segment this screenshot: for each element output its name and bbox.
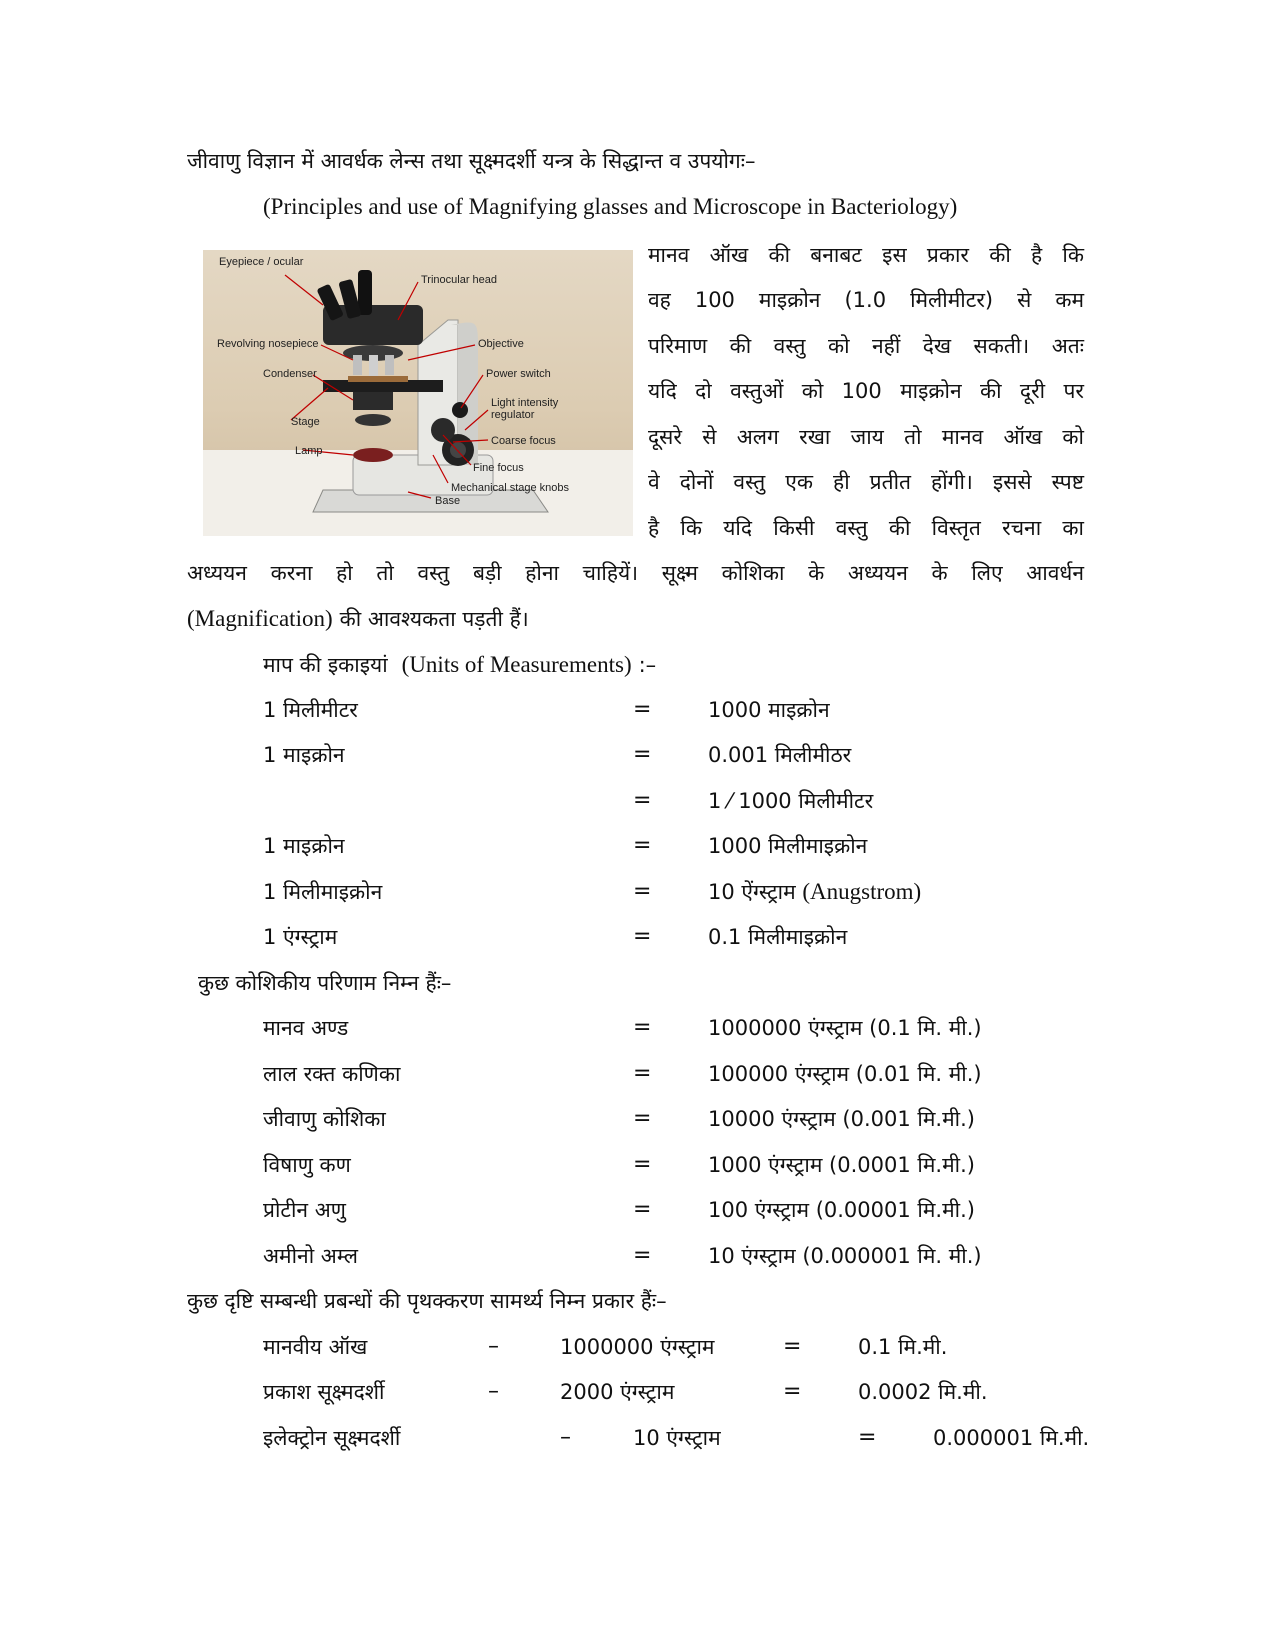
units-row-1-right: 1000 माइक्रोन (708, 698, 830, 722)
label-coarse-focus: Coarse focus (491, 435, 556, 447)
label-base: Base (435, 495, 461, 507)
cells-row-6-left: अमीनो अम्ल (263, 1244, 359, 1268)
units-heading-tail: :– (638, 653, 657, 677)
units-row-5-left: 1 मिलीमाइक्रोन (263, 880, 383, 904)
units-row-4-right: 1000 मिलीमाइक्रोन (708, 834, 868, 858)
units-row-6-eq: = (633, 924, 652, 949)
intro-magnification-hi: की आवश्यकता पड़ती हैं। (339, 607, 529, 631)
cells-row-4-right: 1000 एंग्स्ट्राम (0.0001 मि.मी.) (708, 1153, 975, 1177)
intro-magnification-en: (Magnification) (187, 606, 333, 631)
resolution-row-2-eq: = (783, 1379, 802, 1404)
cells-row-2-left: लाल रक्त कणिका (263, 1062, 401, 1086)
cells-row-4-left: विषाणु कण (263, 1153, 351, 1177)
cells-row-3-right: 10000 एंग्स्ट्राम (0.001 मि.मी.) (708, 1107, 975, 1131)
resolution-row-2-dash: – (488, 1379, 499, 1404)
label-stage: Stage (291, 416, 320, 428)
cells-row-5-eq: = (633, 1197, 652, 1222)
label-condenser: Condenser (263, 368, 317, 380)
cells-row-5-left: प्रोटीन अणु (263, 1198, 346, 1222)
units-row-6-left: 1 एंग्स्ट्राम (263, 925, 338, 949)
intro-last-line (187, 604, 529, 635)
label-trinocular: Trinocular head (421, 274, 498, 286)
label-eyepiece: Eyepiece / ocular (219, 256, 304, 268)
intro-line-4: यदि दो वस्तुओं को 100 माइक्रोन की दूरी पर (648, 379, 1084, 403)
intro-line-2: वह 100 माइक्रोन (1.0 मिलीमीटर) से कम (648, 288, 1084, 312)
label-mechanical-stage-knobs: Mechanical stage knobs (451, 482, 570, 494)
intro-line-3: परिमाण की वस्तु को नहीं देख सकती। अतः (648, 334, 1084, 358)
units-row-2-left: 1 माइक्रोन (263, 743, 345, 767)
cells-heading: कुछ कोशिकीय परिणाम निम्न हैंः– (198, 971, 452, 995)
resolution-row-3-mm: 0.000001 मि.मी. (933, 1426, 1090, 1450)
cells-row-6-right: 10 एंग्स्ट्राम (0.000001 मि. मी.) (708, 1244, 982, 1268)
intro-line-1: मानव ऑख की बनाबट इस प्रकार की है कि (648, 243, 1084, 267)
units-row-5-right-en: (Anugstrom) (802, 879, 922, 904)
cells-row-1-right: 1000000 एंग्स्ट्राम (0.1 मि. मी.) (708, 1016, 982, 1040)
label-lamp: Lamp (295, 445, 323, 457)
microscope-figure (203, 250, 633, 536)
resolution-row-2-name: प्रकाश सूक्ष्मदर्शी (263, 1380, 385, 1404)
units-row-3-eq: = (633, 788, 652, 813)
resolution-row-2-value: 2000 एंग्स्ट्राम (560, 1380, 675, 1404)
resolution-row-3-value: 10 एंग्स्ट्राम (633, 1426, 721, 1450)
resolution-row-1-name: मानवीय ऑख (263, 1335, 368, 1359)
units-row-1-left: 1 मिलीमीटर (263, 698, 358, 722)
label-objective: Objective (478, 338, 524, 350)
resolution-row-3-name: इलेक्ट्रोन सूक्ष्मदर्शी (263, 1426, 401, 1450)
resolution-row-1-value: 1000000 एंग्स्ट्राम (560, 1335, 715, 1359)
cells-row-3-eq: = (633, 1106, 652, 1131)
units-row-5-eq: = (633, 879, 652, 904)
resolution-row-3-dash: – (560, 1425, 571, 1450)
intro-line-7: है कि यदि किसी वस्तु की विस्तृत रचना का (648, 516, 1084, 540)
cells-row-2-eq: = (633, 1061, 652, 1086)
cells-row-4-eq: = (633, 1152, 652, 1177)
label-light-intensity-1: Light intensity (491, 397, 559, 409)
units-row-4-eq: = (633, 833, 652, 858)
units-heading (263, 650, 656, 681)
heading-english: (Principles and use of Magnifying glasses and Microscope in Bacteriology) (263, 194, 958, 219)
units-row-2-eq: = (633, 742, 652, 767)
units-row-5-right (708, 877, 921, 907)
label-fine-focus: Fine focus (473, 462, 524, 474)
label-power-switch: Power switch (486, 368, 551, 380)
label-nosepiece: Revolving nosepiece (217, 338, 319, 350)
resolution-row-3-eq: = (858, 1425, 877, 1450)
cells-row-3-left: जीवाणु कोशिका (263, 1107, 386, 1131)
resolution-row-1-dash: – (488, 1334, 499, 1359)
resolution-row-1-mm: 0.1 मि.मी. (858, 1335, 948, 1359)
resolution-row-1-eq: = (783, 1334, 802, 1359)
intro-line-5: दूसरे से अलग रखा जाय तो मानव ऑख को (648, 425, 1084, 449)
units-heading-hi: माप की इकाइयां (263, 653, 388, 677)
cells-row-5-right: 100 एंग्स्ट्राम (0.00001 मि.मी.) (708, 1198, 975, 1222)
units-row-2-right: 0.001 मिलीमीठर (708, 743, 852, 767)
cells-row-6-eq: = (633, 1243, 652, 1268)
resolution-row-2-mm: 0.0002 मि.मी. (858, 1380, 988, 1404)
units-row-4-left: 1 माइक्रोन (263, 834, 345, 858)
units-row-5-right-hi: 10 ऐंग्स्ट्राम (708, 880, 796, 904)
units-row-1-eq: = (633, 697, 652, 722)
label-light-intensity-2: regulator (491, 409, 535, 421)
resolution-heading: कुछ दृष्टि सम्बन्धी प्रबन्धों की पृथक्करण सामर्थ्य निम्न प्रकार हैंः– (187, 1289, 667, 1313)
intro-line-6: वे दोनों वस्तु एक ही प्रतीत होंगी। इससे स्पष्ट (648, 470, 1084, 494)
units-heading-en: (Units of Measurements) (401, 652, 632, 677)
cells-row-1-left: मानव अण्ड (263, 1016, 349, 1040)
units-row-6-right: 0.1 मिलीमाइक्रोन (708, 925, 848, 949)
intro-line-8: अध्ययन करना हो तो वस्तु बड़ी होना चाहियें। सूक्ष्म कोशिका के अध्ययन के लिए आवर्धन (187, 561, 1084, 585)
heading-hindi: जीवाणु विज्ञान में आवर्धक लेन्स तथा सूक्ष्मदर्शी यन्त्र के सिद्धान्त व उपयोगः– (187, 149, 756, 173)
cells-row-1-eq: = (633, 1015, 652, 1040)
units-row-3-right: 1 ⁄ 1000 मिलीमीटर (708, 789, 874, 813)
cells-row-2-right: 100000 एंग्स्ट्राम (0.01 मि. मी.) (708, 1062, 982, 1086)
